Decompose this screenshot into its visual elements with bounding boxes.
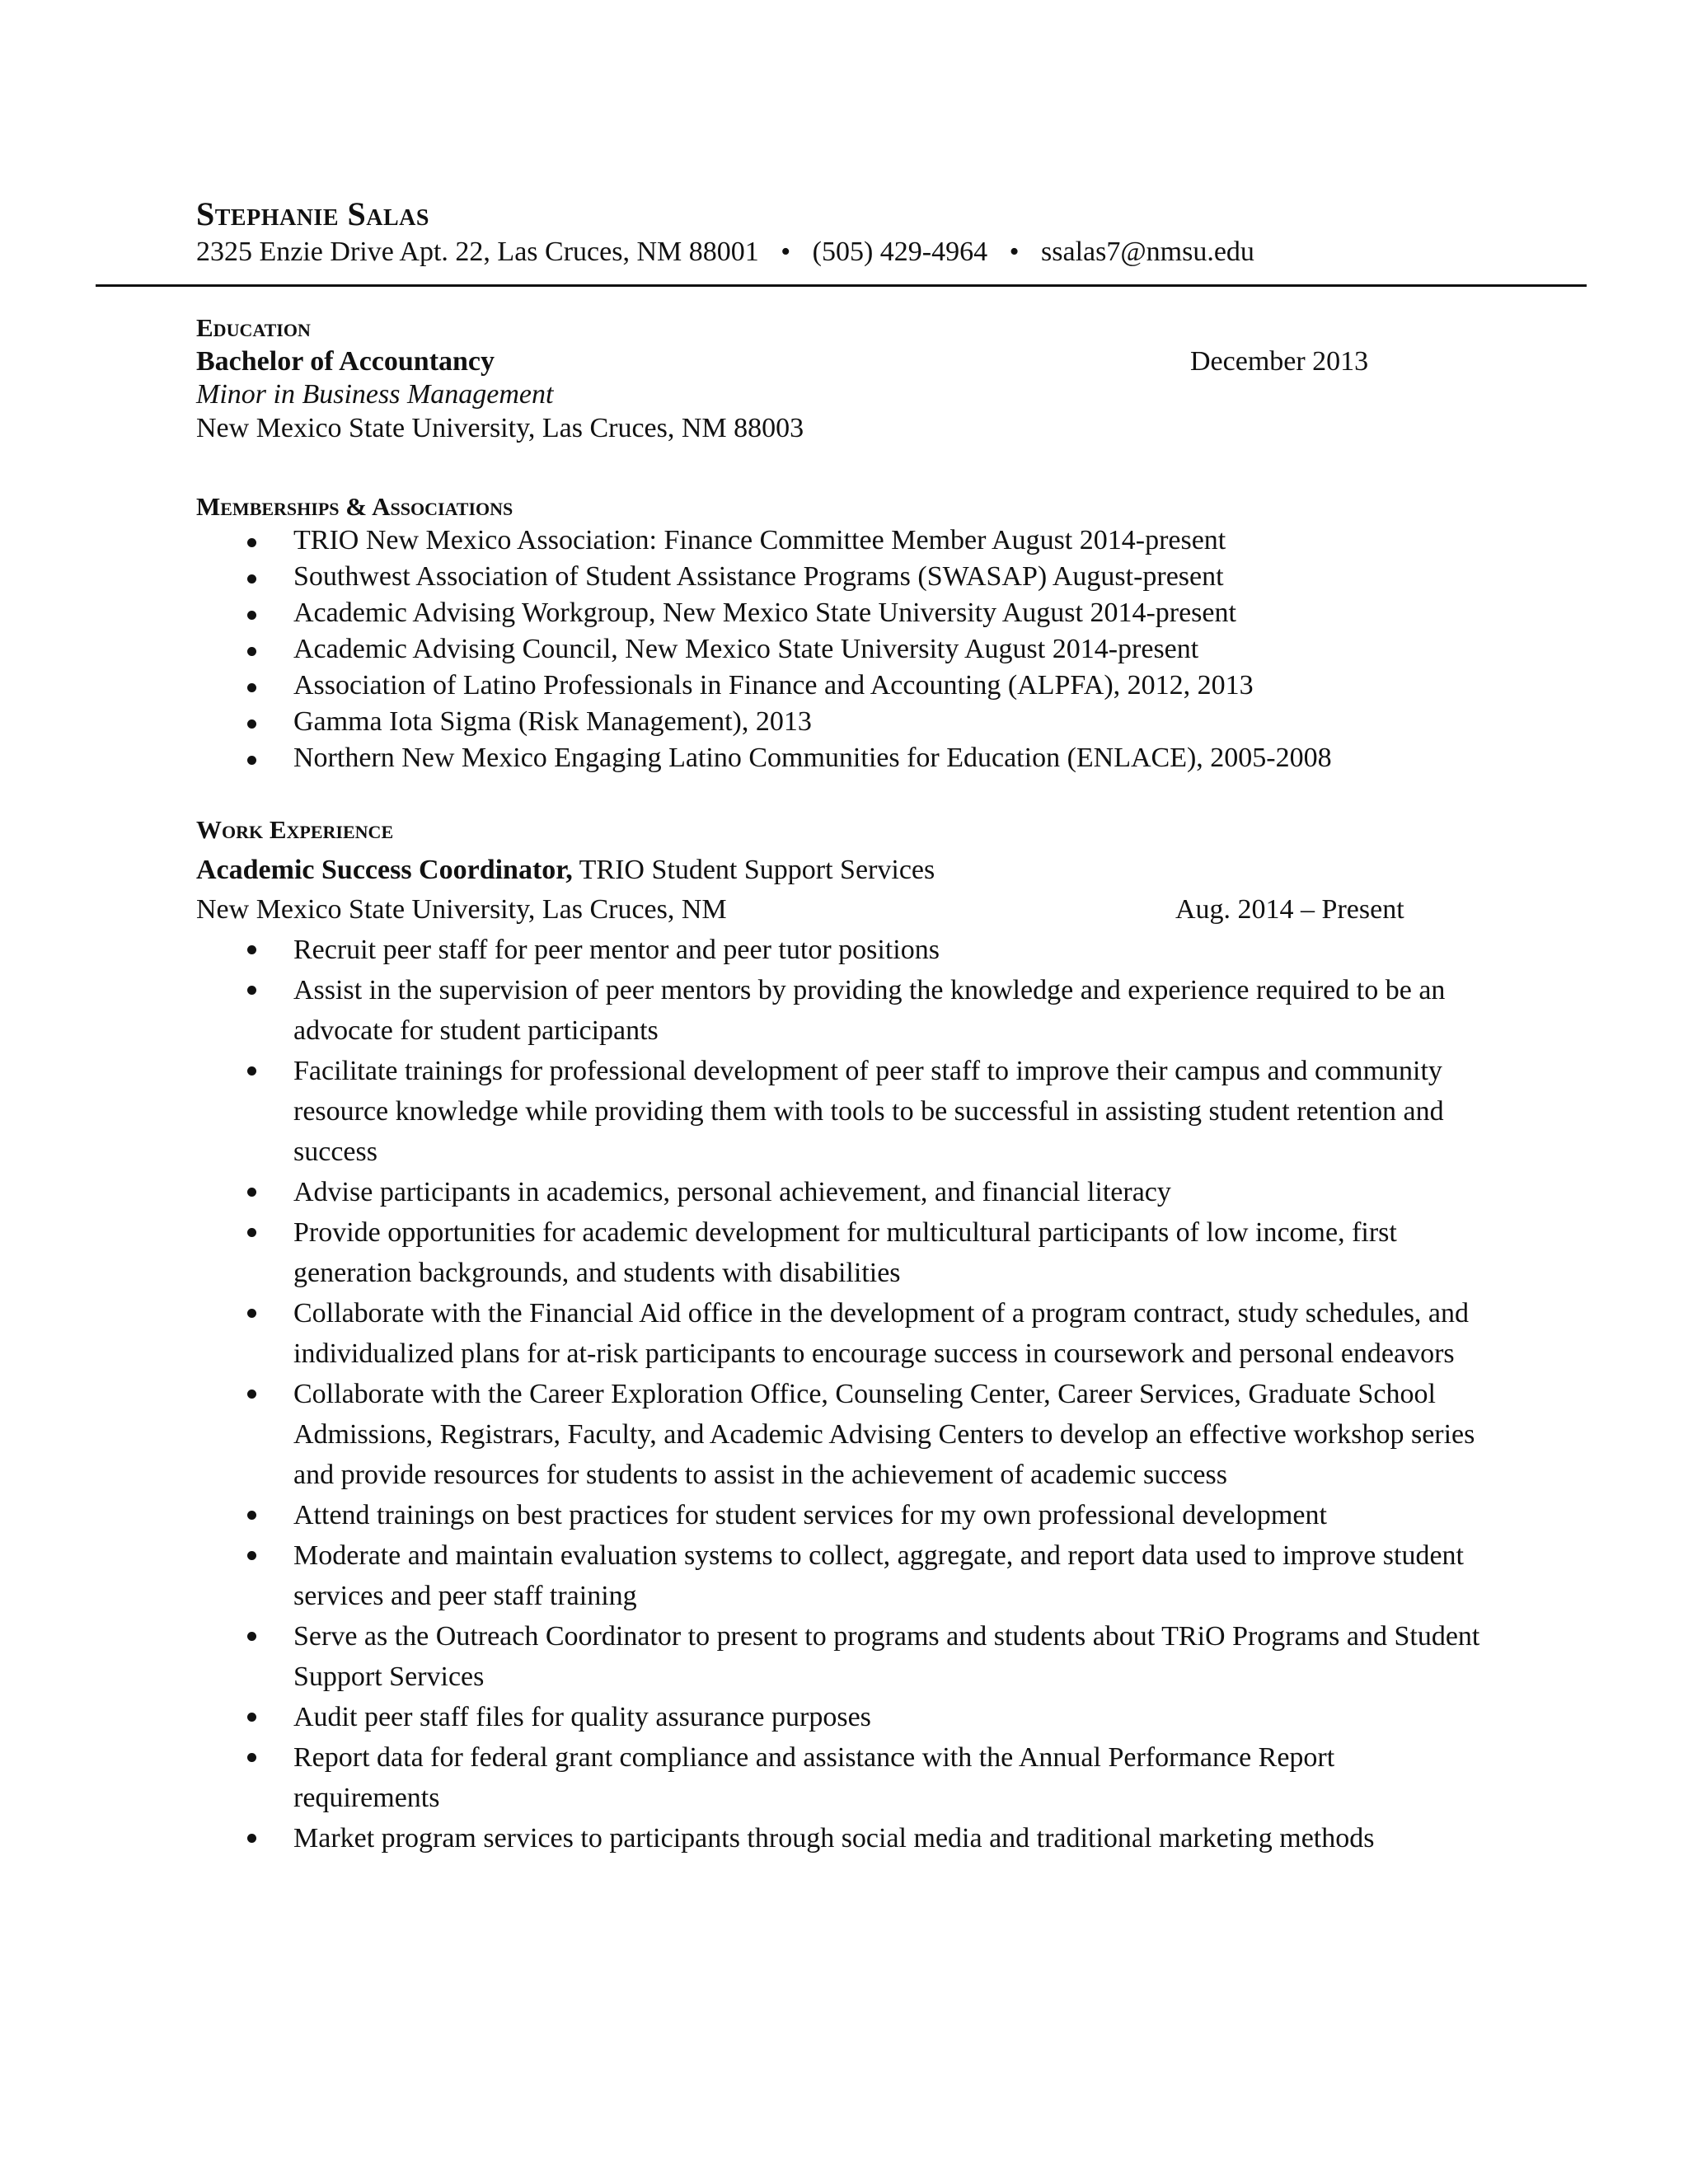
list-item-text: Collaborate with the Career Exploration Office, Counseling Center, Career Services, Graduate School Admissions, Registrars, Faculty, and Academic Advising Centers to develop an effective workshop series and provide resources for students to assist in the achievement of academic success	[293, 1379, 1475, 1490]
email: ssalas7@nmsu.edu	[1041, 237, 1254, 267]
work-heading: Work Experience	[196, 815, 394, 844]
separator: •	[781, 237, 791, 267]
degree-date: December 2013	[1190, 346, 1369, 377]
list-item	[196, 631, 1482, 668]
list-item-text: Academic Advising Workgroup, New Mexico State University August 2014-present	[293, 598, 1236, 628]
degree: Bachelor of Accountancy	[196, 346, 495, 377]
bullet-icon	[247, 574, 256, 583]
list-item	[196, 1616, 1482, 1697]
bullet-icon	[247, 1753, 256, 1762]
list-item	[196, 740, 1482, 776]
bullet-icon	[247, 1713, 256, 1722]
list-item	[196, 1697, 1482, 1737]
list-item	[196, 595, 1482, 631]
address: 2325 Enzie Drive Apt. 22, Las Cruces, NM 88001	[196, 237, 759, 267]
bullet-icon	[247, 647, 256, 656]
list-item	[196, 1495, 1482, 1535]
bullet-icon	[247, 945, 256, 954]
list-item	[196, 523, 1482, 559]
bullet-icon	[247, 1511, 256, 1520]
bullet-icon	[247, 1228, 256, 1237]
bullet-icon	[247, 1632, 256, 1641]
list-item	[196, 704, 1482, 740]
list-item-text: Market program services to participants through social media and traditional marketing methods	[293, 1823, 1375, 1854]
bullet-icon	[247, 611, 256, 620]
list-item-text: Collaborate with the Financial Aid office in the development of a program contract, study schedules, and individualized plans for at-risk participants to encourage success in coursework and personal endeavors	[293, 1298, 1470, 1369]
phone: (505) 429-4964	[812, 237, 988, 267]
list-item-text: Gamma Iota Sigma (Risk Management), 2013	[293, 706, 812, 737]
header-divider	[96, 284, 1587, 287]
education-heading: Education	[196, 313, 311, 342]
list-item	[196, 930, 1482, 970]
list-item	[196, 1818, 1482, 1858]
list-item-text: Moderate and maintain evaluation systems to collect, aggregate, and report data used to improve student services and peer staff training	[293, 1540, 1464, 1611]
job-location: New Mexico State University, Las Cruces, NM	[196, 894, 727, 925]
bullet-icon	[247, 538, 256, 547]
list-item-text: Southwest Association of Student Assistance Programs (SWASAP) August-present	[293, 561, 1224, 592]
memberships-heading: Memberships & Associations	[196, 492, 513, 521]
list-item	[196, 1212, 1482, 1293]
separator: •	[1009, 237, 1020, 267]
list-item-text: Northern New Mexico Engaging Latino Communities for Education (ENLACE), 2005-2008	[293, 743, 1332, 773]
minor: Minor in Business Management	[196, 379, 554, 410]
list-item-text: Assist in the supervision of peer mentors by providing the knowledge and experience required to be an advocate for student participants	[293, 975, 1446, 1046]
list-item-text: Audit peer staff files for quality assurance purposes	[293, 1702, 871, 1732]
list-item-text: Academic Advising Council, New Mexico State University August 2014-present	[293, 634, 1199, 664]
bullet-icon	[247, 1390, 256, 1399]
list-item	[196, 1051, 1482, 1172]
bullet-icon	[247, 1188, 256, 1197]
bullet-icon	[247, 1834, 256, 1843]
school: New Mexico State University, Las Cruces, NM 88003	[196, 413, 804, 443]
job-title-line	[196, 852, 935, 888]
bullet-icon	[247, 683, 256, 692]
list-item	[196, 1535, 1482, 1616]
list-item	[196, 1737, 1482, 1818]
list-item	[196, 559, 1482, 595]
bullet-icon	[247, 1551, 256, 1560]
list-item	[196, 1293, 1482, 1374]
list-item	[196, 1374, 1482, 1495]
list-item	[196, 970, 1482, 1051]
job-organization: TRIO Student Support Services	[579, 855, 935, 885]
list-item-text: Provide opportunities for academic development for multicultural participants of low income, first generation backgrounds, and students with disabilities	[293, 1217, 1397, 1288]
list-item-text: Report data for federal grant compliance and assistance with the Annual Performance Report requirements	[293, 1742, 1335, 1813]
list-item-text: TRIO New Mexico Association: Finance Committee Member August 2014-present	[293, 525, 1226, 555]
list-item	[196, 1172, 1482, 1212]
list-item	[196, 668, 1482, 704]
bullet-icon	[247, 986, 256, 995]
job-title: Academic Success Coordinator,	[196, 855, 573, 885]
contact-line	[196, 234, 1254, 270]
bullet-icon	[247, 756, 256, 765]
bullet-icon	[247, 1066, 256, 1076]
list-item-text: Recruit peer staff for peer mentor and peer tutor positions	[293, 935, 940, 965]
list-item-text: Attend trainings on best practices for student services for my own professional development	[293, 1500, 1327, 1530]
bullet-icon	[247, 1309, 256, 1318]
work-duties-list	[196, 930, 1482, 1858]
list-item-text: Serve as the Outreach Coordinator to present to programs and students about TRiO Programs and Student Support Services	[293, 1621, 1480, 1692]
list-item-text: Association of Latino Professionals in Finance and Accounting (ALPFA), 2012, 2013	[293, 670, 1254, 701]
memberships-list	[196, 523, 1482, 776]
list-item-text: Facilitate trainings for professional development of peer staff to improve their campus and community resource knowledge while providing them with tools to be successful in assisting student retention and success	[293, 1056, 1444, 1167]
applicant-name: Stephanie Salas	[196, 195, 429, 232]
job-dates: Aug. 2014 – Present	[1175, 894, 1404, 925]
list-item-text: Advise participants in academics, personal achievement, and financial literacy	[293, 1177, 1171, 1207]
bullet-icon	[247, 719, 256, 729]
